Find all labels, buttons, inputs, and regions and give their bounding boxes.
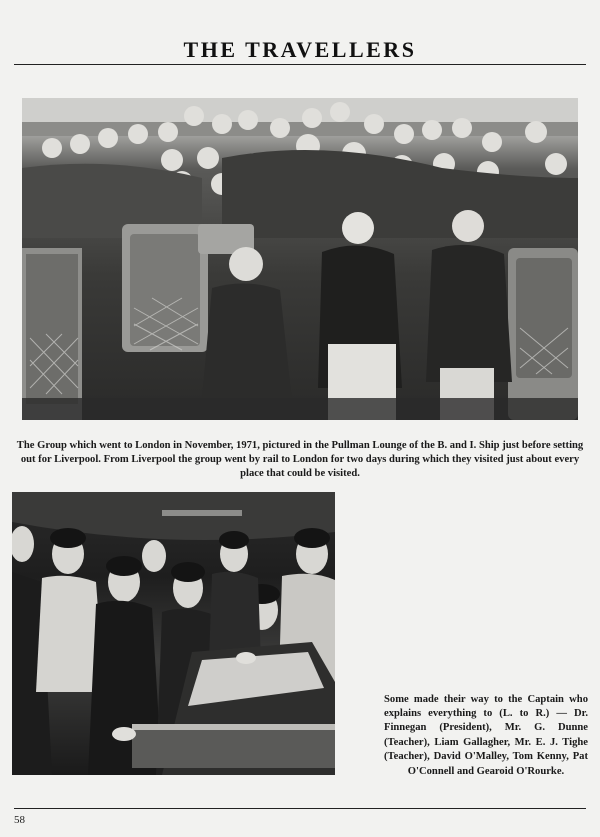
captain-photo-illustration xyxy=(12,492,335,775)
captain-bridge-photo xyxy=(12,492,335,775)
bottom-rule xyxy=(14,808,586,809)
page-number: 58 xyxy=(14,814,25,826)
group-photo-illustration xyxy=(22,98,578,420)
page-title: THE TRAVELLERS xyxy=(183,36,417,62)
group-photo-pullman-lounge xyxy=(22,98,578,420)
caption-captain-visit: Some made their way to the Captain who explains everything to (L. to R.) — Dr. Finnegan (President), Mr. G. Dunne (Teacher), Liam Gallagher, Mr. E. J. Tighe (Teacher), David O'Malley, Tom Kenny, Pat O'Connell and Gearoid O'Rourke. xyxy=(384,693,588,777)
caption-group-london-trip: The Group which went to London in November, 1971, pictured in the Pullman Lounge of the B. and I. Ship just before setting out for Liverpool. From Liverpool the group went by rail to London for two days during which they visited just about every place that could be visited. xyxy=(16,439,584,479)
top-rule xyxy=(14,64,586,65)
